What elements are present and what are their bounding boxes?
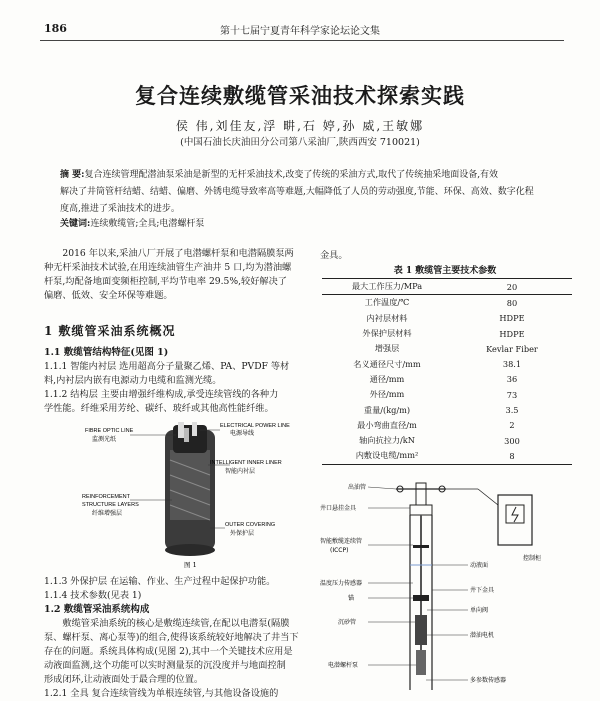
label-reinf-cn: 纤维增强层	[92, 510, 123, 517]
label-anchor: 锚	[348, 595, 355, 602]
page-number: 186	[44, 22, 67, 35]
keywords-label: 关键词:	[60, 219, 91, 229]
right-col-top-text: 金具。	[320, 250, 348, 261]
label-iccp-2: (ICCP)	[330, 547, 349, 554]
table-row	[322, 448, 572, 464]
table-row	[322, 372, 572, 387]
s12-line: 存在的问题。系统具体构成(见图 2),其中一个关键技术应用是	[44, 646, 293, 657]
label-motor: 电潜螺杆泵	[328, 662, 359, 669]
s114-line: 1.1.4 技术参数(见表 1)	[44, 590, 142, 601]
s112-line: 学性能。纤维采用芳纶、碳纤、玻纤或其他高性能纤维。	[44, 403, 274, 414]
table-row	[322, 356, 572, 371]
table-row	[322, 326, 572, 341]
table-row	[322, 341, 572, 356]
label-electrical-en: ELECTRICAL POWER LINE	[220, 423, 290, 429]
figure-1-caption: 图 1	[184, 561, 197, 569]
table-cell-param: 内衬层材料	[366, 312, 408, 323]
abstract-label: 摘 要:	[60, 170, 85, 180]
control-cabinet	[478, 489, 532, 545]
label-pressure: 温度压力传感器	[320, 580, 363, 587]
s112-line: 1.1.2 结构层 主要由增强纤维构成,承受连续管线的各种力	[44, 389, 279, 400]
table-row	[322, 311, 572, 326]
subsection-1-2-heading: 1.2 敷缆管采油系统构成	[44, 604, 150, 615]
table-cell-param: 最大工作压力/MPa	[322, 279, 452, 295]
figure-2-system-diagram	[318, 475, 568, 700]
label-iccp-1: 智能敷缆连续管	[320, 538, 363, 545]
table-row	[322, 402, 572, 417]
label-outer-en: OUTER COVERING	[225, 522, 276, 528]
intro-para	[44, 247, 306, 261]
section-1-1	[44, 346, 306, 416]
journal-title: 第十七届宁夏青年科学家论坛论文集	[220, 26, 380, 37]
table-cell-value: 20	[452, 279, 572, 295]
table-row	[322, 433, 572, 448]
table-cell-value: 80	[452, 295, 572, 311]
table-cell-param: 通径/mm	[369, 373, 405, 384]
table-cell-param: 重量/(kg/m)	[363, 404, 411, 415]
table-cell-value: 8	[452, 448, 572, 464]
table-cell-param: 内敷设电缆/mm²	[322, 448, 452, 464]
table-cell-value: 36	[506, 374, 518, 385]
table-cell-value: HDPE	[499, 328, 525, 339]
article-authors: 侯 伟,刘佳友,浮 畊,石 婷,孙 威,王敏娜	[175, 119, 425, 133]
label-wellhead: 出油管	[348, 484, 367, 491]
s111-line: 1.1.1 智能内衬层 选用超高分子量聚乙烯、PA、PVDF 等材	[44, 361, 290, 372]
label-sink: 沉砂管	[338, 619, 357, 626]
header-rule	[40, 40, 564, 41]
label-electrical-cn: 电源导线	[230, 430, 255, 437]
intro-line: 2016 年以来,采油八厂开展了电潜螺杆泵和电潜隔膜泵两	[62, 248, 294, 259]
section-1-heading: 1 敷缆管采油系统概况	[44, 324, 176, 338]
table-cell-param: 增强层	[374, 343, 400, 354]
cable-drawing	[165, 422, 215, 556]
label-multi: 多参数传感器	[470, 677, 507, 684]
abstract-line-1: 复合连续管理配潜油泵采油是新型的无杆采油技术,改变了传统的采油方式,取代了传统抽采地面设备,有效	[84, 170, 499, 180]
table-cell-value: 38.1	[502, 359, 522, 370]
label-downhole: 井下金具	[470, 587, 495, 594]
label-reinf-en-1: REINFORCEMENT	[82, 494, 130, 500]
label-hanger: 井口悬挂金具	[320, 505, 357, 512]
s113-line: 1.1.3 外保护层 在运输、作业、生产过程中起保护功能。	[44, 576, 276, 587]
table-1-specs	[322, 278, 572, 465]
label-check: 单向阀	[470, 607, 489, 614]
label-reinf-en-2: STRUCTURE LAYERS	[82, 502, 139, 508]
intro-line: 种无杆采油技术试验,在用连续油管生产油井 5 口,均为潜油螺	[44, 262, 292, 273]
table-cell-param: 轴向抗拉力/kN	[359, 435, 415, 446]
label-flow: 潜油电机	[470, 632, 495, 639]
table-cell-param: 名义通径尺寸/mm	[353, 358, 421, 369]
section-1-1-cont	[44, 575, 306, 701]
table-1-title: 表 1 敷缆管主要技术参数	[393, 266, 497, 276]
table-cell-param: 外保护层材料	[362, 328, 412, 339]
subsection-1-1-heading: 1.1 敷缆管结构特征(见图 1)	[44, 347, 169, 358]
table-cell-value: HDPE	[499, 313, 525, 324]
well-casing	[410, 515, 432, 690]
article-affiliation: (中国石油长庆油田分公司第八采油厂,陕西西安 710021)	[180, 137, 420, 148]
table-cell-value: Kevlar Fiber	[486, 343, 538, 354]
table-cell-value: 300	[504, 435, 520, 446]
table-row	[322, 418, 572, 433]
table-cell-param: 最小弯曲直径/m	[357, 419, 417, 430]
table-cell-value: 2	[509, 420, 515, 431]
intro-line: 杆泵,均配备地面变频柜控制,平均节电率 29.5%,较好解决了	[44, 276, 287, 287]
table-cell-value: 73	[506, 389, 518, 400]
keywords	[60, 216, 540, 229]
s12-line: 动液面监测,这个功能可以实时测量泵的沉没度并与地面控制	[44, 660, 286, 671]
s12-line: 形成闭环,让动液面处于最合理的位置。	[44, 674, 204, 685]
intro-para-rest	[44, 261, 306, 303]
label-outer-cn: 外保护层	[230, 530, 255, 537]
table-row	[322, 279, 572, 295]
abstract-line-2: 解决了井筒管杆结蜡、结蜡、偏磨、外锈电缆导致率高等难题,大幅降低了人员的劳动强度,节能、环保、高效、数字化程	[60, 187, 534, 197]
s12-line: 敷缆管采油系统的核心是敷缆连续管,在配以电潜泵(隔膜	[62, 618, 290, 629]
table-row	[322, 295, 572, 311]
label-optic-en: FIBRE OPTIC LINE	[85, 428, 134, 434]
wellhead-drawing	[396, 483, 478, 515]
abstract-line-3: 度高,推进了采油技术的进步。	[60, 204, 180, 214]
s111-line: 料,内衬层内嵌有电源动力电缆和监测光缆。	[44, 375, 222, 386]
table-cell-param: 工作温度/℃	[322, 295, 452, 311]
label-liner-en: INTELLIGENT INNER LINER	[210, 460, 282, 466]
s121-line: 1.2.1 全具 复合连续管线为单根连续管,与其他设备设施的	[44, 688, 279, 699]
table-row	[322, 387, 572, 402]
label-optic-cn: 监测光纸	[92, 436, 117, 443]
table-cell-value: 3.5	[505, 405, 519, 416]
figure-1-cable-structure	[80, 420, 300, 570]
keywords-text: 连续敷缆管;全具;电潜螺杆泵	[90, 219, 205, 229]
table-cell-param: 外径/mm	[369, 389, 405, 400]
label-cabinet: 控制柜	[523, 555, 542, 562]
label-liner-cn: 智能内衬层	[225, 468, 256, 475]
s12-line: 泵、螺杆泵、离心泵等)的组合,使得该系统较好地解决了井当下	[44, 632, 299, 643]
article-title: 复合连续敷缆管采油技术探索实践	[135, 83, 465, 108]
label-level: 动液面	[470, 562, 489, 569]
intro-line: 偏磨、低效、安全环保等难题。	[44, 290, 173, 301]
abstract	[60, 167, 540, 218]
